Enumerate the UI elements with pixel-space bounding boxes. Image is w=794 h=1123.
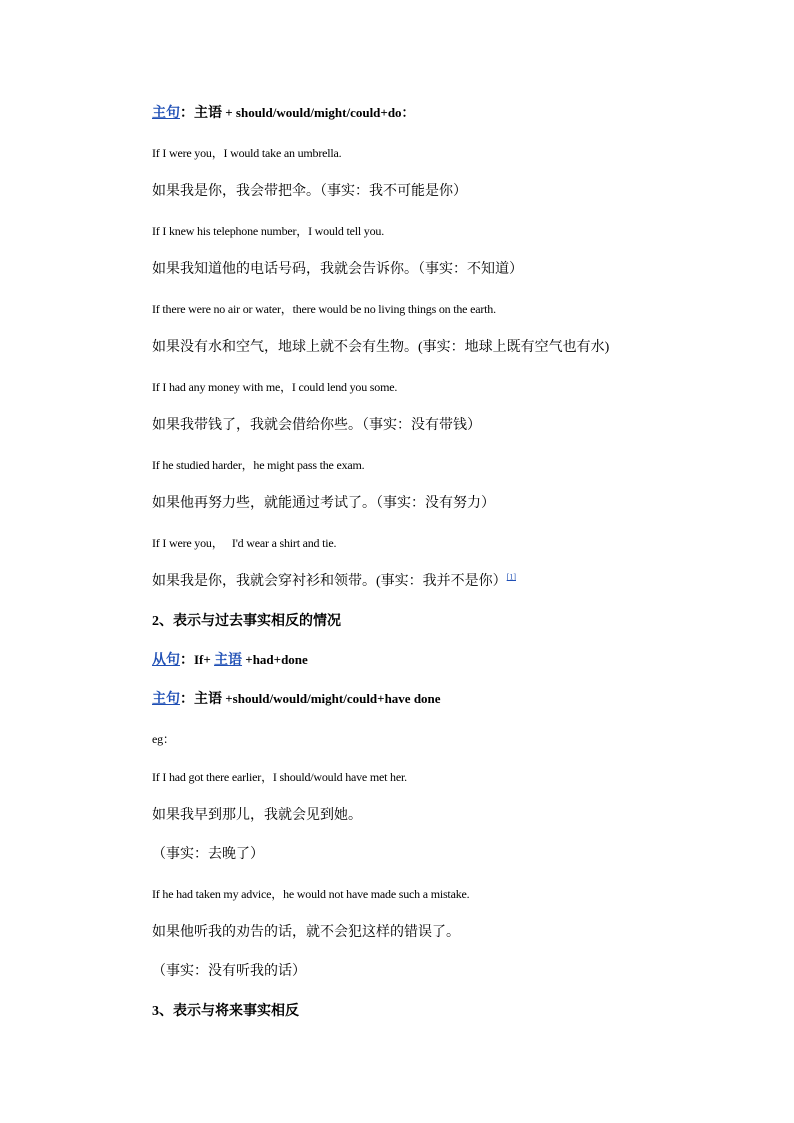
example-sentence-cn: 如果我是你，我会带把伞。（事实：我不可能是你） <box>152 184 467 199</box>
subject-link[interactable]: 主语 <box>214 653 243 668</box>
subject-label: 主语 <box>194 692 222 707</box>
formula-text: +had+done <box>242 652 308 667</box>
example-sentence-en: If I were you， I'd wear a shirt and tie. <box>152 536 337 550</box>
example-sentence-cn: 如果他再努力些，就能通过考试了。（事实：没有努力） <box>152 496 495 511</box>
sentence-text: 如果我是你，我就会穿衬衫和领带。(事实：我并不是你） <box>152 574 507 589</box>
example-sentence-cn: 如果他听我的劝告的话，就不会犯这样的错误了。 <box>152 925 460 940</box>
example-sentence-en: If I had any money with me，I could lend you some. <box>152 380 398 394</box>
footnote-link[interactable]: [1] <box>506 572 516 582</box>
example-sentence-en: If there were no air or water，there would be no living things on the earth. <box>152 302 496 316</box>
formula-text: +should/would/might/could+have done <box>222 691 441 706</box>
example-sentence-en: If I had got there earlier，I should/would have met her. <box>152 770 407 784</box>
example-sentence-en: If he studied harder，he might pass the exam. <box>152 458 365 472</box>
section-heading: 3、表示与将来事实相反 <box>152 1004 299 1019</box>
subordinate-clause-link[interactable]: 从句 <box>152 653 180 668</box>
main-clause-link[interactable]: 主句 <box>152 106 180 121</box>
example-sentence-cn: 如果我带钱了，我就会借给你些。（事实：没有带钱） <box>152 418 481 433</box>
example-sentence-en: If I were you，I would take an umbrella. <box>152 146 342 160</box>
fact-note: （事实：没有听我的话） <box>152 964 306 979</box>
formula-text: + should/would/might/could+do： <box>222 105 415 120</box>
example-sentence-cn <box>152 570 516 590</box>
section-heading: 2、表示与过去事实相反的情况 <box>152 614 341 629</box>
formula-prefix: If+ <box>194 652 215 667</box>
fact-note: （事实：去晚了） <box>152 847 264 862</box>
example-sentence-en: If he had taken my advice，he would not have made such a mistake. <box>152 887 470 901</box>
colon: ： <box>180 692 194 707</box>
colon: ： <box>180 106 194 121</box>
example-sentence-cn: 如果我早到那儿，我就会见到她。 <box>152 808 362 823</box>
example-sentence-cn: 如果我知道他的电话号码，我就会告诉你。（事实：不知道） <box>152 262 523 277</box>
example-sentence-en: If I knew his telephone number，I would tell you. <box>152 224 385 238</box>
colon: ： <box>180 653 194 668</box>
main-clause-formula <box>152 102 415 122</box>
example-label: eg： <box>152 732 175 746</box>
subordinate-clause-formula <box>152 649 308 669</box>
main-clause-formula <box>152 688 441 708</box>
main-clause-link[interactable]: 主句 <box>152 692 180 707</box>
subject-label: 主语 <box>194 106 222 121</box>
example-sentence-cn: 如果没有水和空气，地球上就不会有生物。(事实：地球上既有空气也有水) <box>152 340 610 355</box>
